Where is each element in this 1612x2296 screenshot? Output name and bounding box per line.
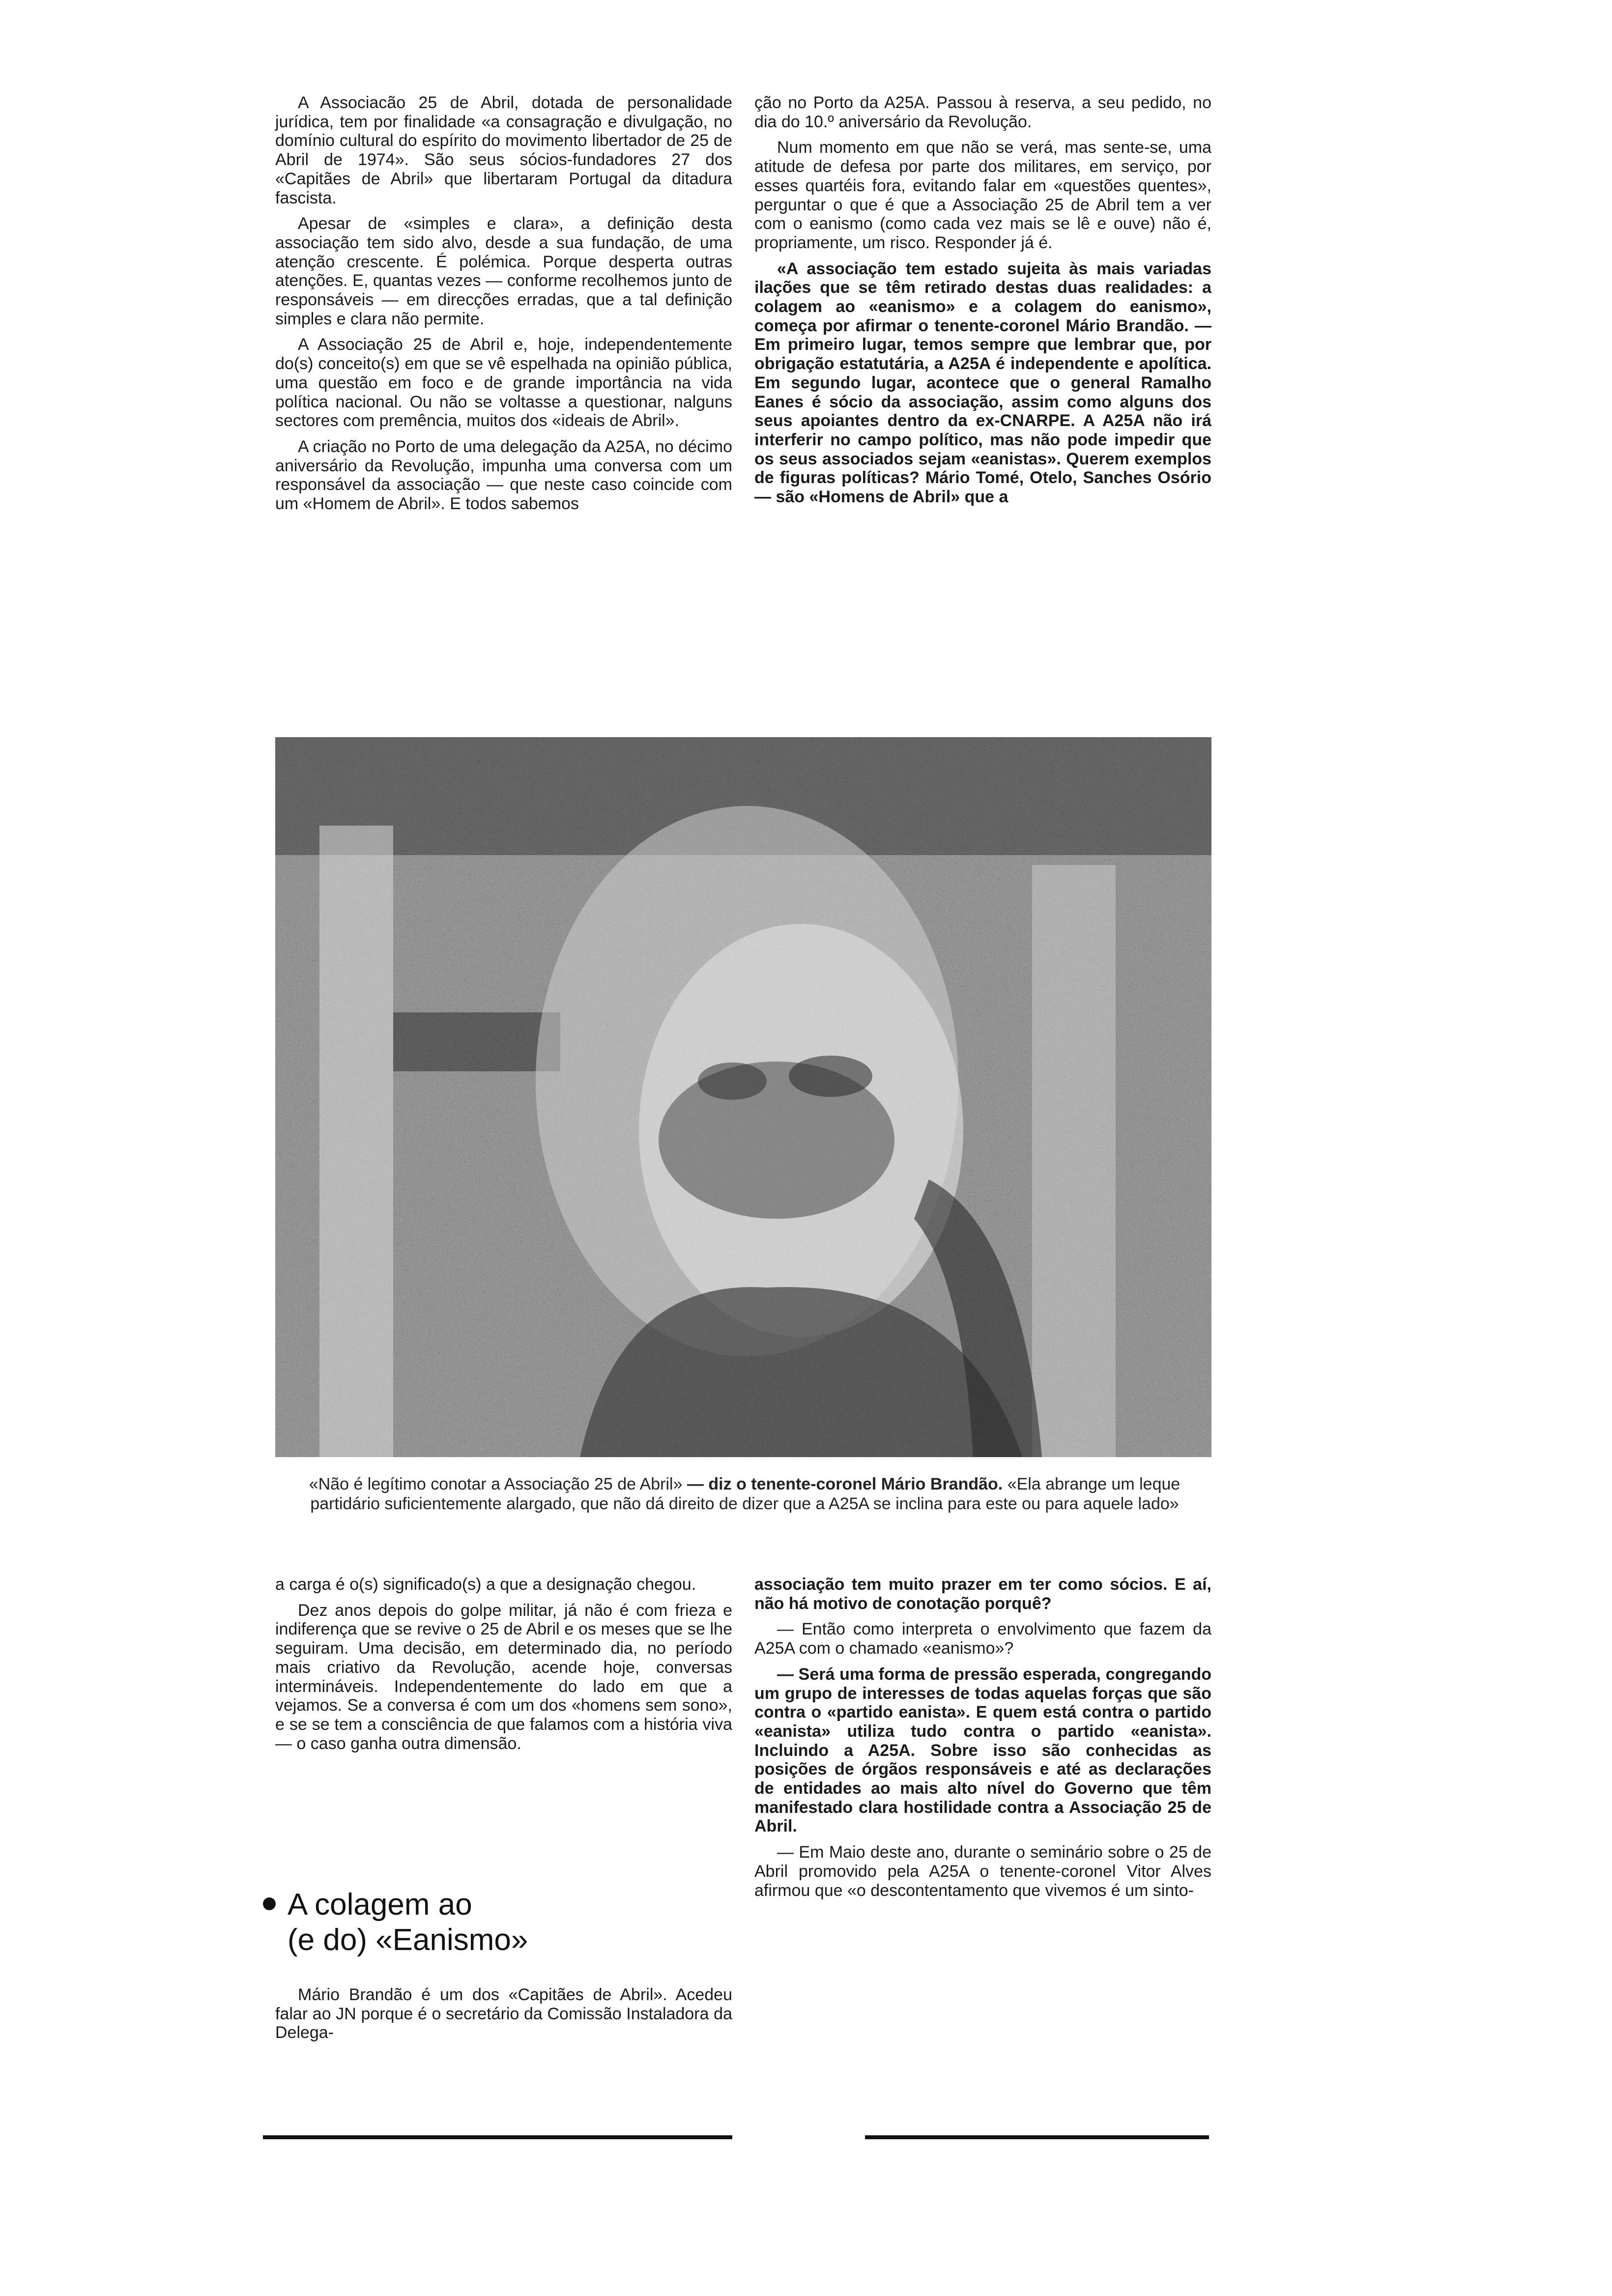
portrait-photo	[275, 737, 1211, 1457]
bullet-icon	[263, 1897, 276, 1910]
subheading-line-1: A colagem ao	[288, 1888, 472, 1922]
article-paragraph: A Associação 25 de Abril e, hoje, independentemente do(s) conceito(s) em que se vê espelhada na opinião pública, uma questão em foco e de grande importância na vida política nacional. Ou não se voltasse a questionar, nalguns sectores com premência, muitos dos «ideais de Abril».	[275, 335, 732, 430]
article-column-3-continued	[275, 1985, 732, 2042]
article-column-1	[275, 93, 732, 514]
article-paragraph: a carga é o(s) significado(s) a que a designação chegou.	[275, 1575, 696, 1594]
article-paragraph: Mário Brandão é um dos «Capitães de Abril». Acedeu falar ao JN porque é o secretário da Comissão Instaladora da Delega-	[275, 1985, 732, 2042]
caption-quote: «Não é legítimo conotar a Associação 25 de Abril»	[309, 1475, 683, 1493]
portrait-photo-image	[275, 737, 1211, 1457]
bottom-rule-left	[263, 2135, 732, 2139]
article-paragraph: A Associacão 25 de Abril, dotada de personalidade jurídica, tem por finalidade «a consagração e divulgação, no domínio cultural do espírito do movimento libertador de 25 de Abril de 1974». São seus sócios-fundadores 27 dos «Capitães de Abril» que libertaram Portugal da ditadura fascista.	[275, 93, 732, 207]
article-answer: — Será uma forma de pressão esperada, congregando um grupo de interesses de todas aquelas forças que são contra o «partido eanista». E quem está contra o partido «eanista» utiliza tudo contra o partido «eanista». Incluindo a A25A. Sobre isso são conhecidas as posições de órgãos responsáveis e até as declarações de entidades ao mais alto nível do Governo que têm manifestado clara hostilidade contra a Associação 25 de Abril.	[754, 1665, 1211, 1836]
article-paragraph: Apesar de «simples e clara», a definição desta associação tem sido alvo, desde a sua fundação, de uma atenção crescente. É polémica. Porque desperta outras atenções. E, quantas vezes — conforme recolhemos junto de responsáveis — em direcções erradas, que a tal definição simples e clara não permite.	[275, 214, 732, 328]
article-paragraph: Dez anos depois do golpe militar, já não é com frieza e indiferença que se revive o 25 de Abril e os meses que se lhe seguiram. Uma decisão, em determinado dia, no período mais criativo da Revolução, acende hoje, conversas intermináveis. Independentemente do lado em que a vejamos. Se a conversa é com um dos «homens sem sono», e se se tem a consciência de que falamos com a história viva — o caso ganha outra dimensão.	[275, 1601, 732, 1753]
article-paragraph: associação tem muito prazer em ter como sócios. E aí, não há motivo de conotação porquê?	[754, 1575, 1211, 1613]
article-quote-paragraph: «A associação tem estado sujeita às mais variadas ilações que se têm retirado destas duas realidades: a colagem ao «eanismo» e a colagem do eanismo», começa por afirmar o tenente-coronel Mário Brandão. — Em primeiro lugar, temos sempre que lembrar que, por obrigação estatutária, a A25A é independente e apolítica. Em segundo lugar, acontece que o general Ramalho Eanes é sócio da associação, assim como alguns dos seus apoiantes dentro da ex-CNARPE. A A25A não irá interferir no campo político, mas não pode impedir que os seus associados sejam «eanistas». Querem exemplos de figuras políticas? Mário Tomé, Otelo, Sanches Osório — são «Homens de Abril» que a	[754, 259, 1211, 507]
caption-credit: — diz o tenente-coronel Mário Brandão.	[687, 1475, 1003, 1493]
article-paragraph: Num momento em que não se verá, mas sente-se, uma atitude de defesa por parte dos militares, em serviço, por esses quartéis fora, evitando falar em «questões quentes», perguntar o que é que a Associação 25 de Abril tem a ver com o eanismo (como cada vez mais se lê e ouve) não é, propriamente, um risco. Responder já é.	[754, 138, 1211, 252]
bottom-rule-right	[865, 2135, 1209, 2139]
article-question: — Em Maio deste ano, durante o seminário sobre o 25 de Abril promovido pela A25A o tenente-coronel Vitor Alves afirmou que «o descontentamento que vivemos é um sinto-	[754, 1843, 1211, 1900]
subheading-line-2: (e do) «Eanismo»	[288, 1923, 528, 1957]
article-column-3	[275, 1575, 732, 1753]
article-paragraph: ção no Porto da A25A. Passou à reserva, a seu pedido, no dia do 10.º aniversário da Revolução.	[754, 93, 1211, 131]
article-column-4	[754, 1575, 1211, 1900]
caption-quote: «Ela abrange um leque partidário suficientemente alargado, que não dá direito de dizer que a A25A se inclina para este ou para aquele lado»	[310, 1475, 1180, 1513]
section-subheading	[263, 1887, 725, 1958]
article-column-2	[754, 93, 1211, 507]
article-paragraph: A criação no Porto de uma delegação da A25A, no décimo aniversário da Revolução, impunha uma conversa com um responsável da associação — que neste caso coincide com um «Homem de Abril». E todos sabemos	[275, 437, 732, 514]
article-question: — Então como interpreta o envolvimento que fazem da A25A com o chamado «eanismo»?	[754, 1620, 1211, 1658]
photo-caption	[283, 1474, 1207, 1514]
